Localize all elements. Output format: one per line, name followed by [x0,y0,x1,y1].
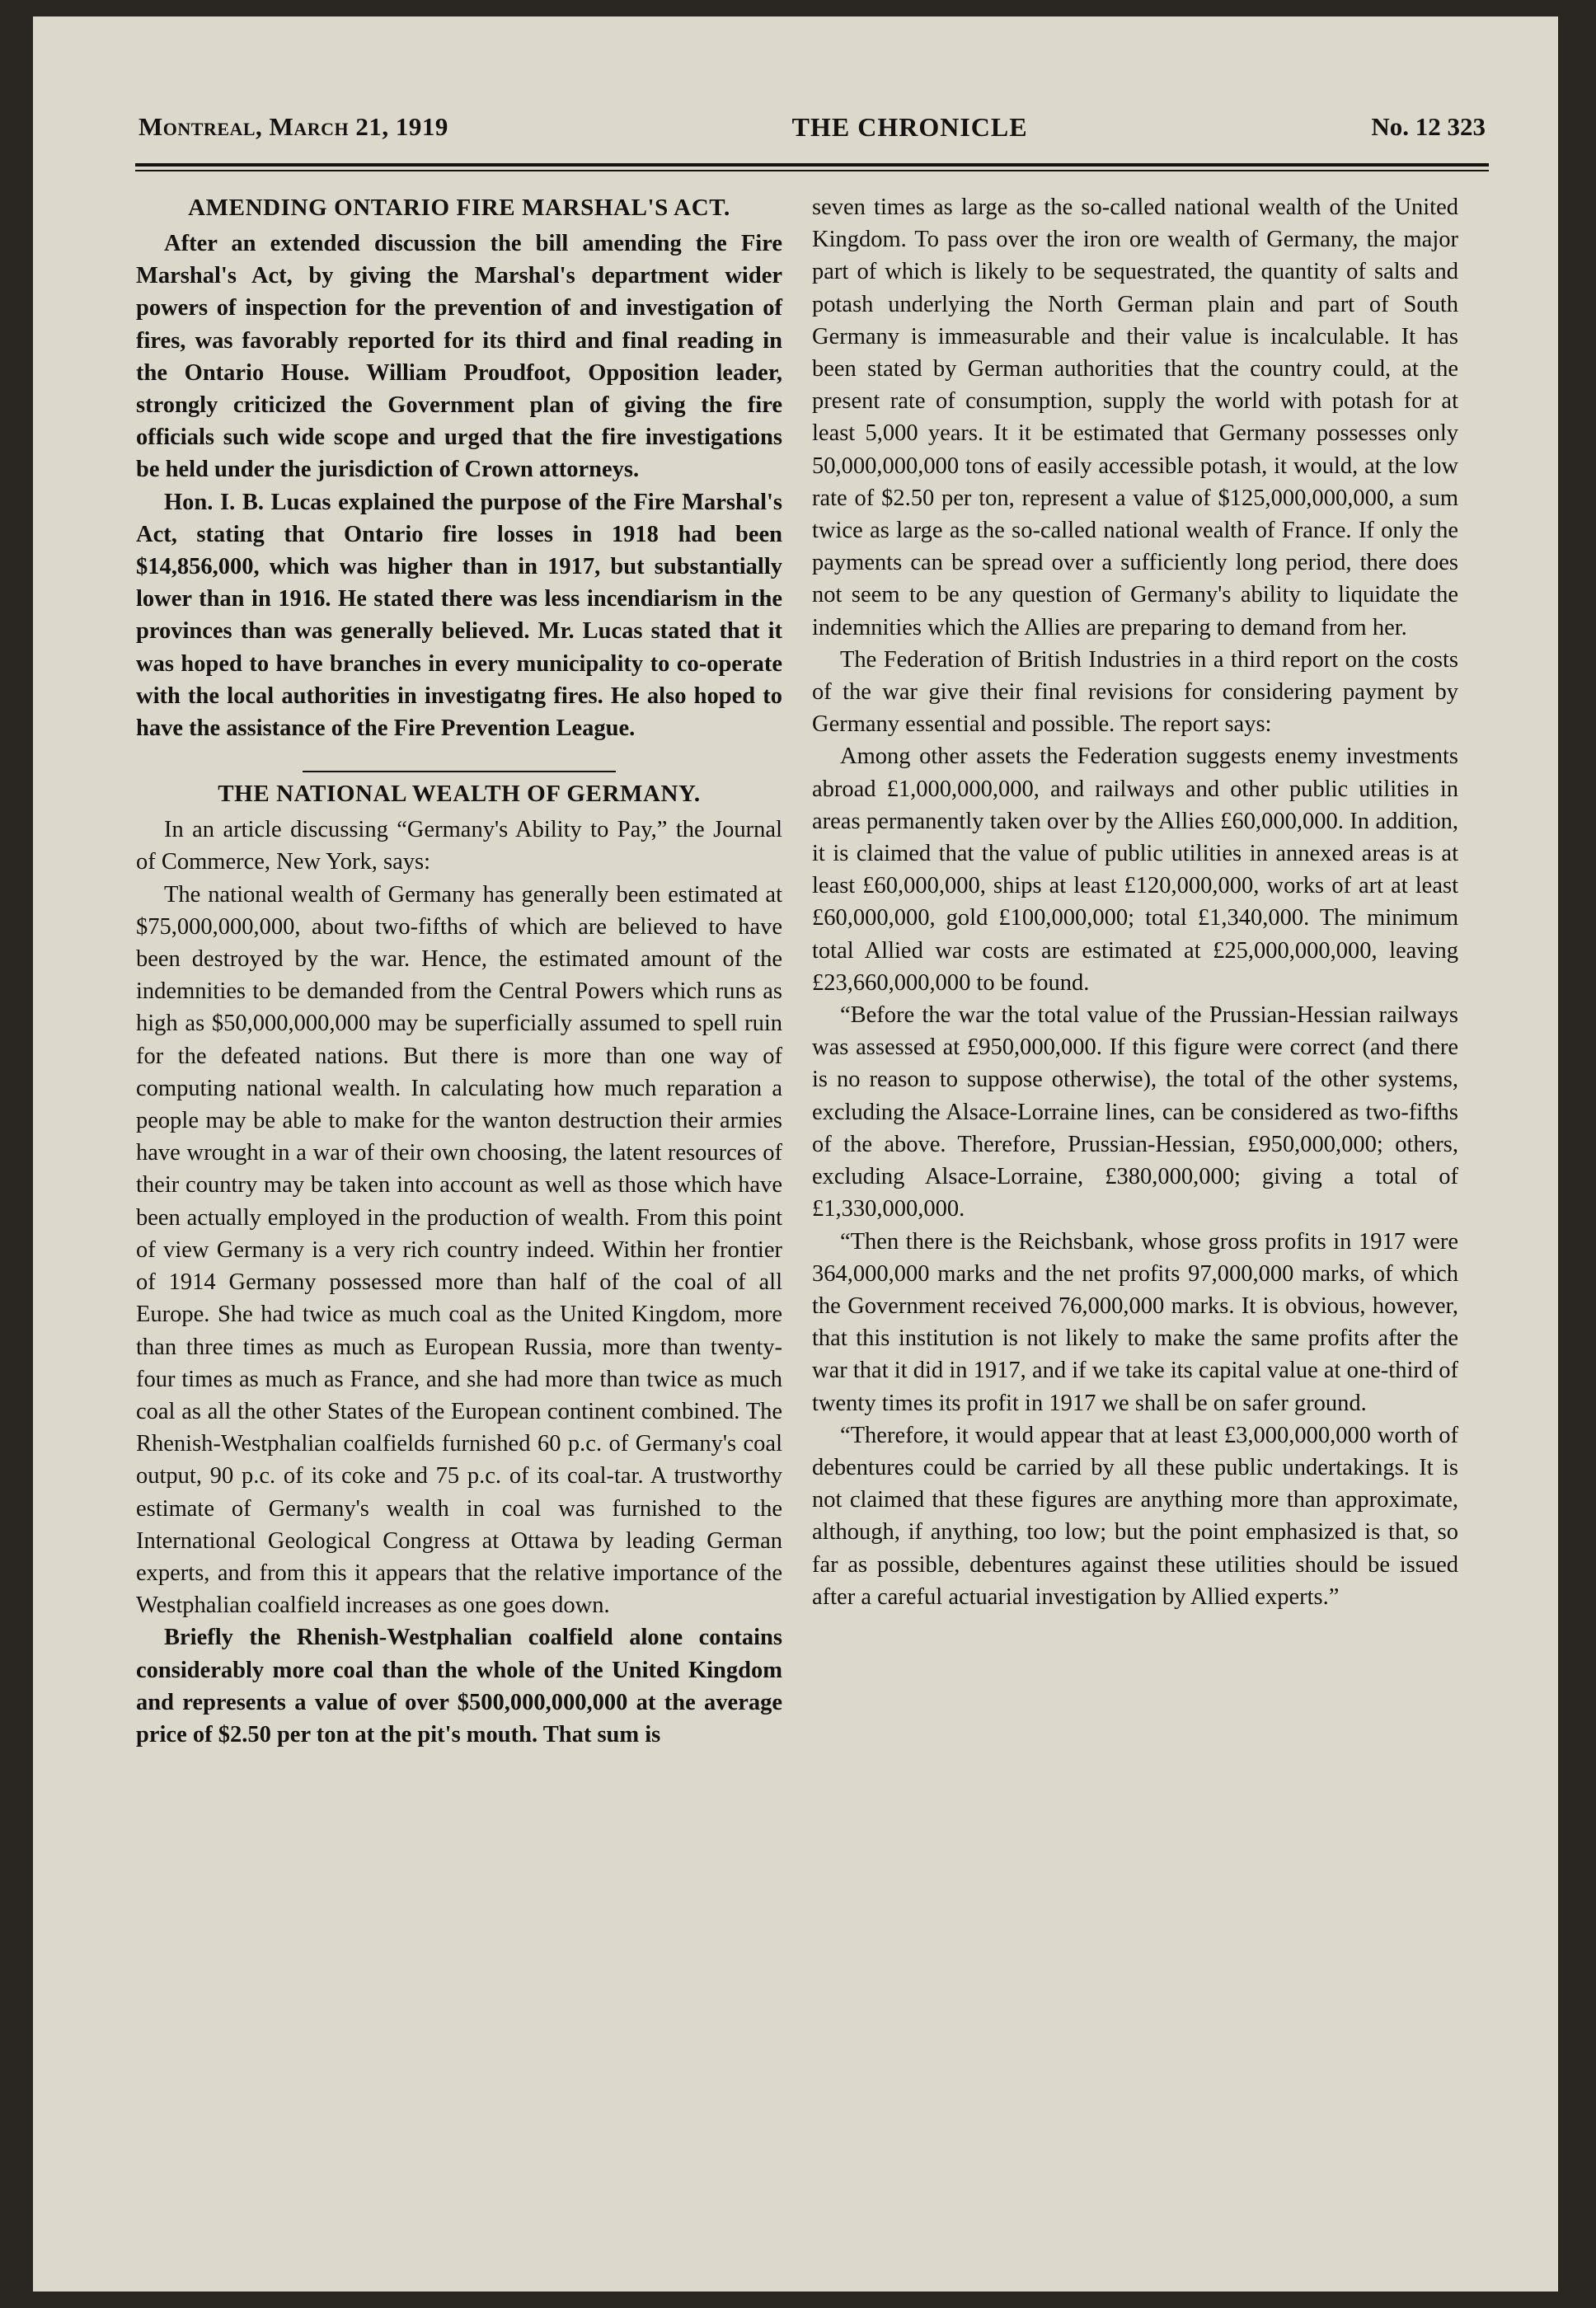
header-publication-title: THE CHRONICLE [791,111,1028,142]
header-dateline: Montreal, March 21, 1919 [138,112,448,141]
germany-paragraph-2-continued: seven times as large as the so-called national wealth of the United Kingdom. To pass over the iron ore wealth of Germany, the major part of which is likely to be sequestrated, the quantity of salts and potash underlying the North German plain and part of South Germany is immeasurable and their value is incalculable. It has been stated by German authorities that the country could, at the present rate of consumption, supply the world with potash for at least 5,000 years. It it be estimated that Germany possesses only 50,000,000,000 tons of easily accessible potash, it would, at the low rate of $2.50 per ton, represent a value of $125,000,000,000, a sum twice as large as the so-called national wealth of France. If only the payments can be spread over a sufficiently long period, there does not seem to be any question of Germany's ability to liquidate the indemnities which the Allies are preparing to demand from her. [812,195,1458,640]
germany-paragraph-2: Briefly the Rhenish-Westphalian coalfield alone contains considerably more coal than the whole of the United Kingdom and represents a value of over $500,000,000,000 at the average price of $2.50 per ton at the pit's mouth. That sum is [136,1625,782,1747]
newspaper-page [33,16,1558,2292]
header-rule-thick [135,163,1489,167]
germany-paragraph-6: “Then there is the Reichsbank, whose gross profits in 1917 were 364,000,000 marks and the net profits 97,000,000 marks, of which the Government received 76,000,000 marks. It is obvious, however, that this institution is not likely to make the same profits after the war that it did in 1917, and if we take its capital value at one-third of twenty times its profit in 1917 we shall be on safer ground. [812,1228,1458,1416]
fire-marshal-paragraph-2: Hon. I. B. Lucas explained the purpose of the Fire Marshal's Act, stating that Ontario fire losses in 1918 had been $14,856,000, which was higher than in 1917, but substantially lower than in 1916. He stated there was less incendiarism in the provinces than was generally believed. Mr. Lucas stated that it was hoped to have branches in every municipality to co-operate with the local authorities in investigatng fires. He also hoped to have the assistance of the Fire Prevention League. [136,489,782,742]
header-issue-page: No. 12 323 [1371,112,1486,141]
right-column [812,191,1458,1613]
germany-intro: In an article discussing “Germany's Ability to Pay,” the Journal of Commerce, New York, says: [136,817,782,875]
germany-paragraph-3: The Federation of British Industries in a third report on the costs of the war give their final revisions for considering payment by Germany essential and possible. The report says: [812,646,1458,738]
left-column [136,191,782,1751]
article-title-germany: THE NATIONAL WEALTH OF GERMANY. [218,781,701,808]
article-title-fire-marshal: AMENDING ONTARIO FIRE MARSHAL'S ACT. [188,195,730,221]
germany-paragraph-5: “Before the war the total value of the Prussian-Hessian railways was assessed at £950,000,000. If this figure were correct (and there is no reason to suppose otherwise), the total of the other systems, excluding the Alsace-Lorraine lines, can be considered as two-fifths of the above. Therefore, Prussian-Hessian, £950,000,000; others, excluding Alsace-Lorraine, £380,000,000; giving a total of £1,330,000,000. [812,1002,1458,1222]
page-header [138,101,1486,153]
fire-marshal-paragraph-1: After an extended discussion the bill amending the Fire Marshal's Act, by giving the Marshal's department wider powers of inspection for the prevention of and investigation of fires, was favorably reported for its third and final reading in the Ontario House. William Proudfoot, Opposition leader, strongly criticized the Government plan of giving the fire officials such wide scope and urged that the fire investigations be held under the jurisdiction of Crown attorneys. [136,231,782,483]
header-rule-thin [135,170,1489,171]
article-divider [303,771,616,772]
germany-paragraph-1: The national wealth of Germany has generally been estimated at $75,000,000,000, about two-fifths of which are believed to have been destroyed by the war. Hence, the estimated amount of the indemnities to be demanded from the Central Powers which runs as high as $50,000,000,000 may be superficially assumed to spell ruin for the defeated nations. But there is more than one way of computing national wealth. In calculating how much reparation a people may be able to make for the wanton destruction their armies have wrought in a war of their own choosing, the latent resources of their country may be taken into account as well as those which have been actually employed in the production of wealth. From this point of view Germany is a very rich country indeed. Within her frontier of 1914 Germany possessed more than half of the coal of all Europe. She had twice as much coal as the United Kingdom, more than three times as much as European Russia, more than twenty-four times as much as France, and she had more than twice as much coal as all the other States of the European continent combined. The Rhenish-Westphalian coalfields furnished 60 p.c. of Germany's coal output, 90 p.c. of its coke and 75 p.c. of its coal-tar. A trustworthy estimate of Germany's wealth in coal was furnished to the International Geological Congress at Ottawa by leading German experts, and from this it appears that the relative importance of the Westphalian coalfield increases as one goes down. [136,881,782,1619]
germany-paragraph-4: Among other assets the Federation suggests enemy investments abroad £1,000,000,000, and railways and other public utilities in areas permanently taken over by the Allies £60,000,000. In addition, it is claimed that the value of public utilities in annexed areas is at least £60,000,000, ships at least £120,000,000, works of art at least £60,000,000, gold £100,000,000; total £1,340,000. The minimum total Allied war costs are estimated at £25,000,000,000, leaving £23,660,000,000 to be found. [812,744,1458,996]
germany-paragraph-7: “Therefore, it would appear that at least £3,000,000,000 worth of debentures could be carried by all these public undertakings. It is not claimed that these figures are anything more than approximate, although, if anything, too low; but the point emphasized is that, so far as possible, debentures against these utilities should be issued after a careful actuarial investigation by Allied experts.” [812,1422,1458,1610]
